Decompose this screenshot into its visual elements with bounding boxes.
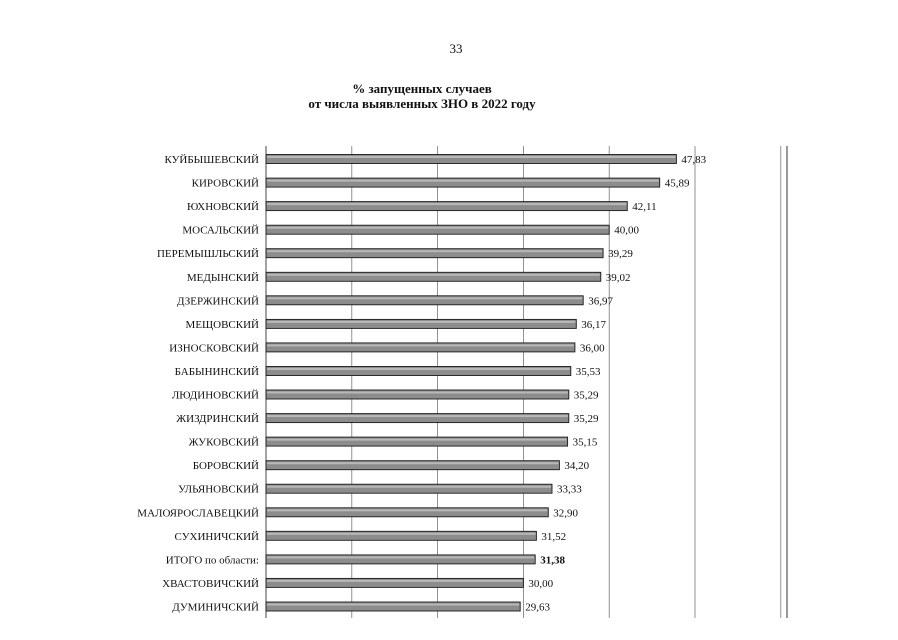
category-label: ИЗНОСКОВСКИЙ — [169, 342, 259, 355]
bar — [266, 555, 535, 564]
bar-highlight — [267, 156, 675, 158]
page-number: 33 — [449, 41, 463, 56]
category-label: КУЙБЫШЕВСКИЙ — [164, 154, 259, 166]
category-label: ХВАСТОВИЧСКИЙ — [162, 577, 259, 590]
value-label: 39,29 — [608, 248, 633, 261]
value-label: 35,15 — [572, 436, 598, 449]
bar — [266, 155, 676, 164]
category-label: УЛЬЯНОВСКИЙ — [178, 483, 259, 496]
category-label: СУХИНИЧСКИЙ — [174, 530, 259, 543]
bar-highlight — [267, 556, 534, 558]
bar — [266, 249, 603, 258]
bar — [266, 437, 568, 446]
bar-highlight — [267, 486, 551, 488]
label-layer — [137, 154, 706, 614]
bar-highlight — [267, 274, 600, 276]
value-label: 32,90 — [553, 507, 579, 520]
category-label: МАЛОЯРОСЛАВЕЦКИЙ — [137, 507, 259, 520]
value-label: 36,97 — [588, 295, 613, 308]
bar-highlight — [267, 297, 582, 299]
bar — [266, 319, 576, 328]
category-label: ДЗЕРЖИНСКИЙ — [176, 295, 259, 308]
category-label: МЕЩОВСКИЙ — [185, 318, 259, 331]
bar — [266, 578, 523, 587]
value-label: 36,00 — [579, 342, 605, 355]
bar — [266, 225, 609, 234]
bar — [266, 602, 520, 611]
bar-highlight — [267, 321, 575, 323]
value-label: 33,33 — [557, 483, 582, 496]
value-label: 35,29 — [573, 389, 599, 402]
value-label: 34,20 — [564, 460, 590, 473]
category-label: ЛЮДИНОВСКИЙ — [171, 389, 259, 402]
bar-highlight — [267, 250, 602, 252]
value-label: 42,11 — [632, 201, 657, 214]
value-label: 40,00 — [614, 224, 639, 237]
bar — [266, 367, 571, 376]
value-label: 30,00 — [528, 577, 554, 590]
bar-highlight — [267, 604, 519, 606]
bar-highlight — [267, 203, 626, 205]
bar-highlight — [267, 533, 535, 535]
bar — [266, 414, 569, 423]
category-label: МЕДЫНСКИЙ — [186, 271, 259, 284]
bar-highlight — [267, 180, 659, 182]
value-label: 31,52 — [541, 530, 567, 543]
category-label: ЖУКОВСКИЙ — [188, 436, 259, 449]
bar-highlight — [267, 392, 568, 394]
category-label: ЖИЗДРИНСКИЙ — [176, 413, 259, 426]
bar-highlight — [267, 415, 568, 417]
value-label: 35,29 — [573, 413, 599, 426]
category-label: БАБЫНИНСКИЙ — [174, 366, 259, 378]
bar-highlight — [267, 462, 558, 464]
bar-highlight — [267, 368, 570, 370]
value-label: 29,63 — [525, 601, 550, 614]
bar — [266, 461, 559, 470]
bar — [266, 343, 575, 352]
category-label: ИТОГО по области: — [165, 554, 259, 567]
bar — [266, 531, 536, 540]
bar-highlight — [267, 580, 522, 582]
bar-layer — [266, 155, 676, 612]
bar — [266, 178, 660, 187]
value-label: 36,17 — [581, 318, 607, 331]
bar-highlight — [267, 439, 567, 441]
bar — [266, 508, 548, 517]
category-label: ЮХНОВСКИЙ — [186, 201, 259, 214]
bar — [266, 390, 569, 399]
bar-highlight — [267, 509, 547, 511]
value-label: 39,02 — [605, 271, 631, 284]
chart-subtitle: от числа выявленных ЗНО в 2022 году — [308, 96, 536, 111]
value-label: 35,53 — [575, 366, 601, 378]
category-label: БОРОВСКИЙ — [192, 460, 259, 473]
bar — [266, 272, 601, 281]
bar — [266, 296, 583, 305]
value-label: 47,83 — [681, 154, 707, 166]
category-label: МОСАЛЬСКИЙ — [182, 224, 259, 237]
category-label: ДУМИНИЧСКИЙ — [172, 601, 259, 614]
value-label: 45,89 — [664, 177, 690, 190]
bar-highlight — [267, 227, 608, 229]
value-label: 31,38 — [540, 554, 565, 567]
category-label: ПЕРЕМЫШЛЬСКИЙ — [156, 248, 259, 261]
chart-title: % запущенных случаев — [352, 81, 492, 96]
grid-layer — [266, 146, 787, 618]
bar — [266, 484, 552, 493]
category-label: КИРОВСКИЙ — [191, 177, 259, 190]
bar-highlight — [267, 344, 574, 346]
bar — [266, 202, 627, 211]
